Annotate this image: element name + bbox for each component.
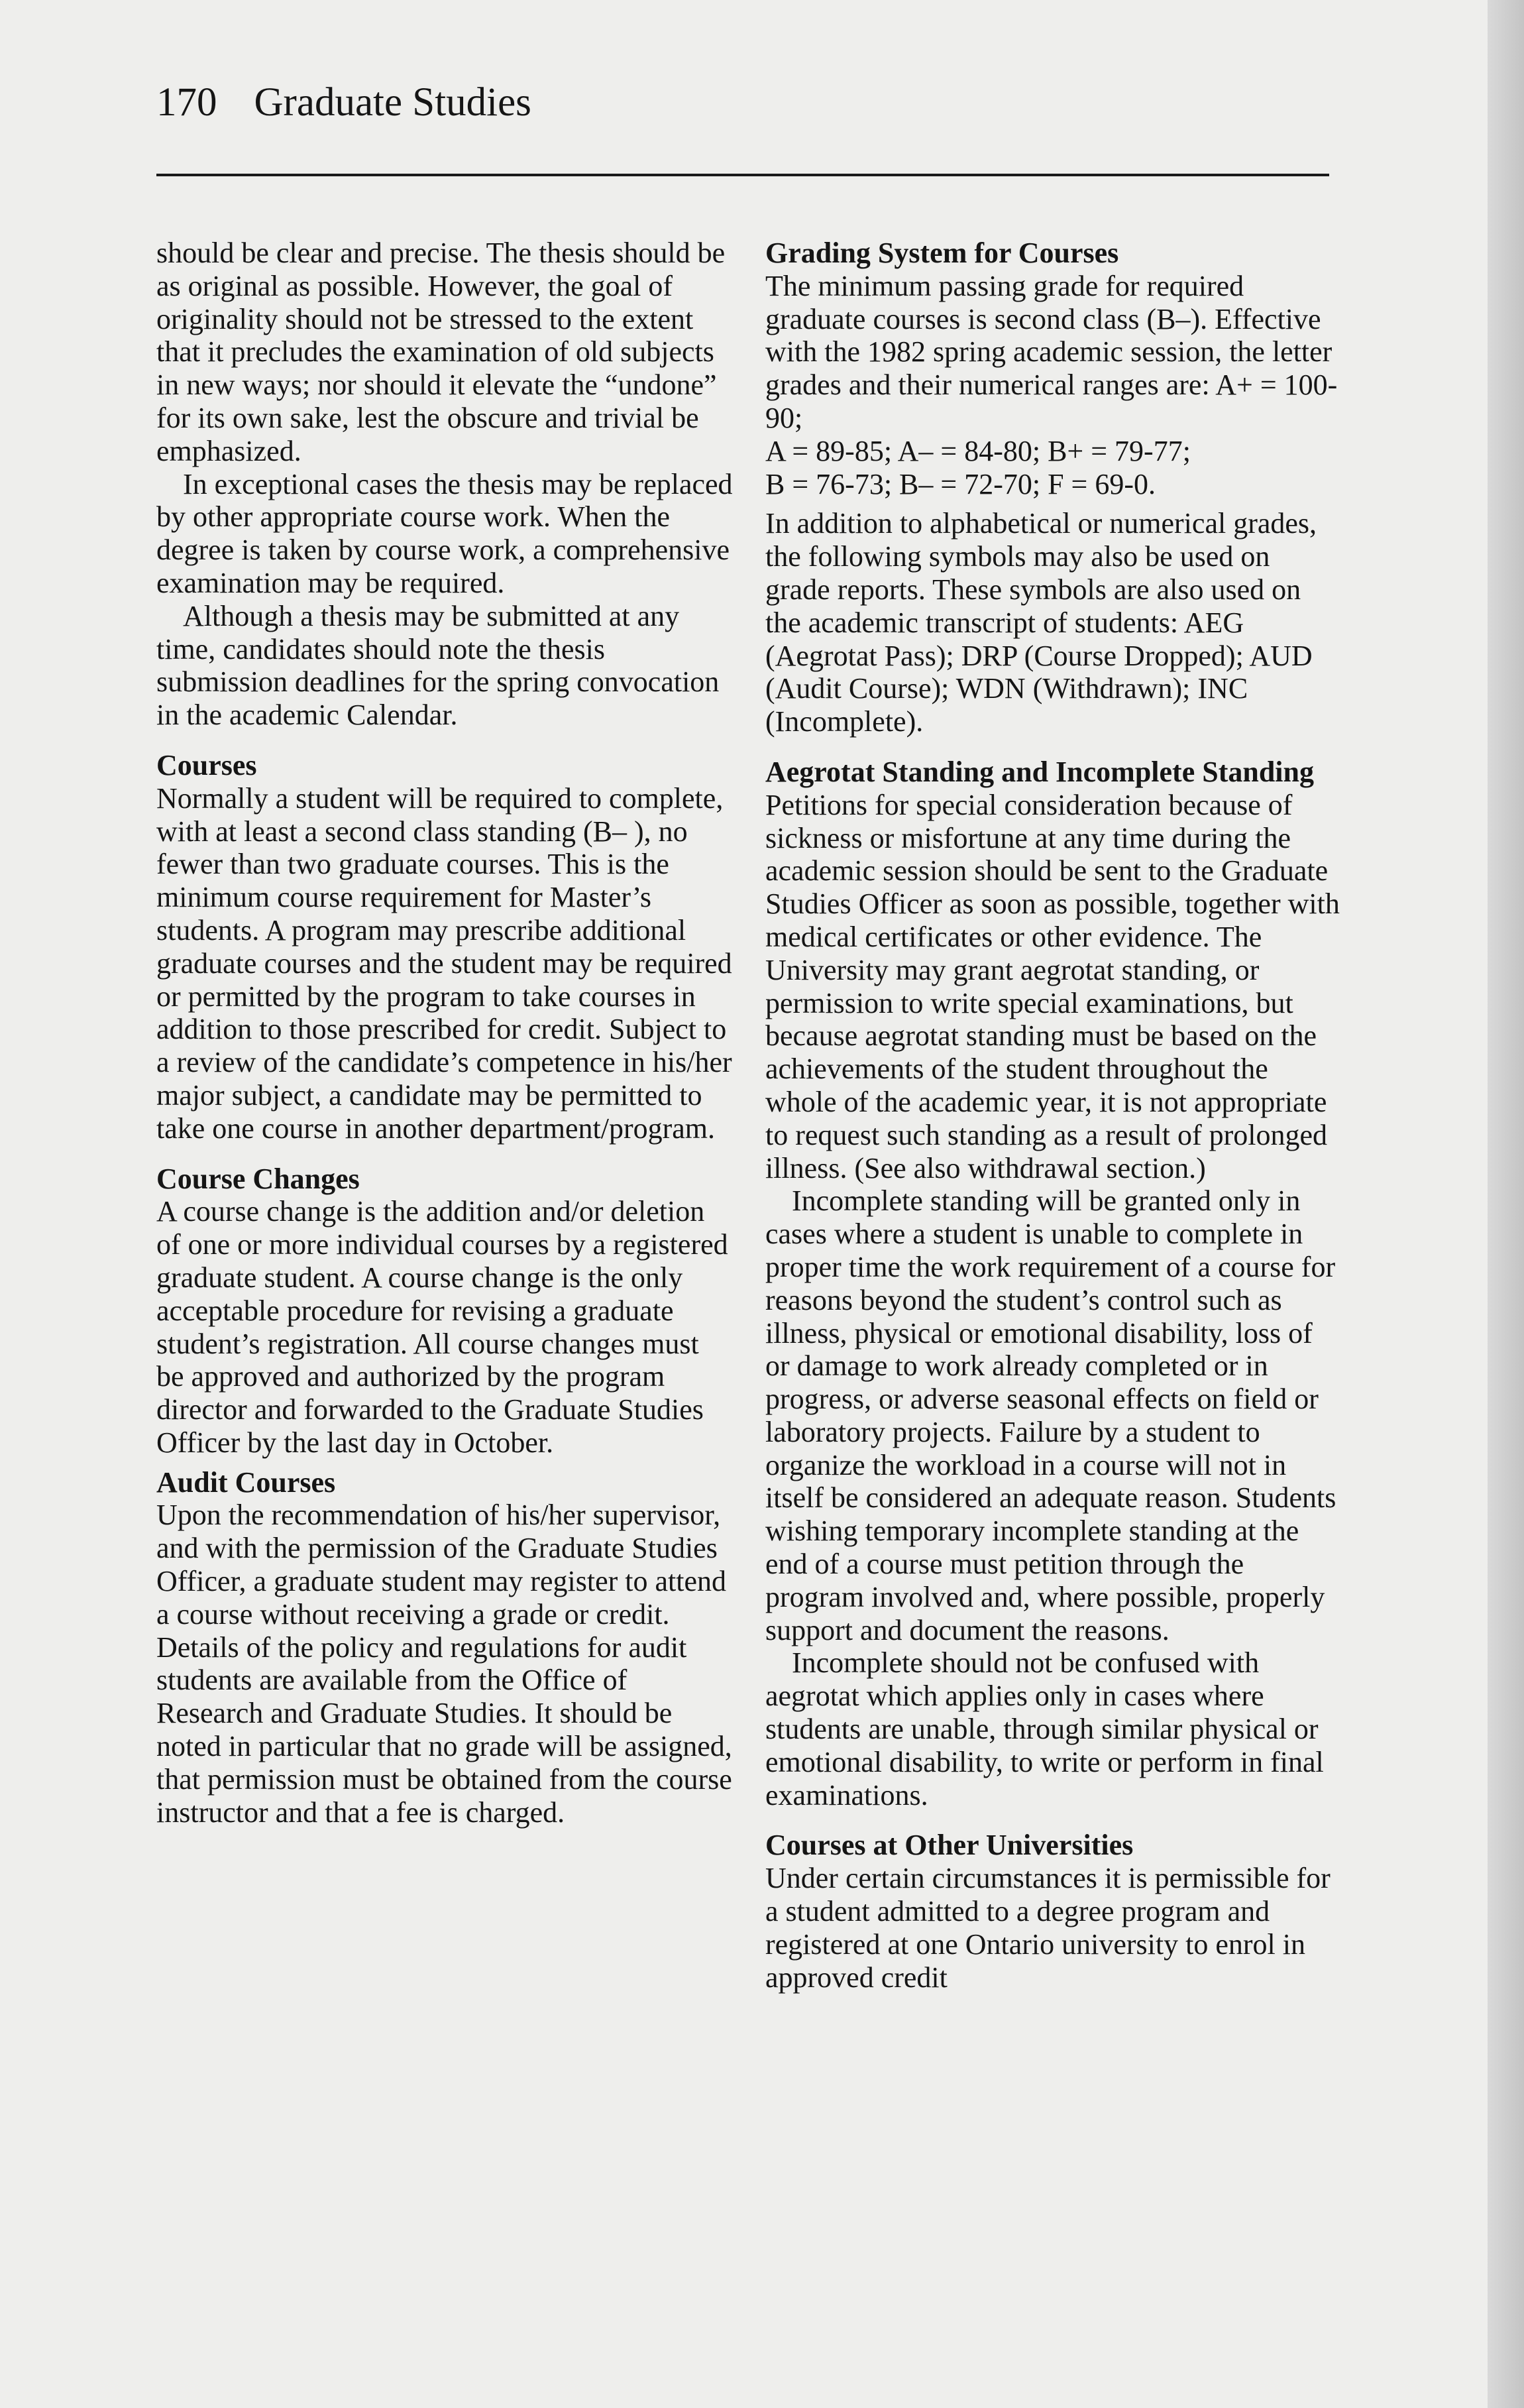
other-universities-heading: Courses at Other Universities [765, 1829, 1134, 1862]
grading-intro-text: The minimum passing grade for required graduate courses is second class (B–). Effective with the 1982 spring academic session, the letter grades and their numerical ranges are: A+ = 100-90; [765, 269, 1338, 434]
aegrotat-paragraph: Petitions for special consideration because of sickness or misfortune at any time during the academic session should be sent to the Graduate Studies Officer as soon as possible, together with medical certificates or other evidence. The University may grant aegrotat standing, or permission to write special examinations, but because aegrotat standing must be based on the achievements of the student throughout the whole of the academic year, it is not appropriate to request such standing as a result of prolonged illness. (See also withdrawal section.) [765, 788, 1340, 1184]
courses-heading: Courses [156, 748, 257, 781]
section-title: Graduate Studies [254, 80, 531, 125]
right-column [765, 237, 1342, 1994]
thesis-paragraph-continued: should be clear and precise. The thesis should be as original as possible. However, the goal of originality should not be stressed to the extent that it precludes the examination of old subjects in new ways; nor should it elevate the “undone” for its own sake, lest the obscure and trivial be emphasized. [156, 237, 726, 467]
grade-ranges-line-2: A = 89-85; A– = 84-80; B+ = 79-77; [765, 434, 1191, 467]
grade-symbols-paragraph: In addition to alphabetical or numerical grades, the following symbols may also be used on grade reports. These symbols are also used on the academic transcript of students: AEG (Aegrotat Pass); DRP (Course Dropped); AUD (Audit Course); WDN (Withdrawn); INC (Incomplete). [765, 507, 1317, 738]
other-universities-paragraph: Under certain circumstances it is permissible for a student admitted to a degree program and registered at one Ontario university to enrol in approved credit [765, 1862, 1331, 1994]
course-changes-heading: Course Changes [156, 1162, 360, 1195]
grading-system-heading: Grading System for Courses [765, 237, 1119, 269]
page-number: 170 [156, 80, 217, 125]
left-column [156, 237, 733, 1829]
incomplete-vs-aegrotat-paragraph: Incomplete should not be confused with aegrotat which applies only in cases where students are unable, through similar physical or emotional disability, to write or perform in final examinations. [765, 1646, 1324, 1811]
courses-paragraph: Normally a student will be required to complete, with at least a second class standing (B– ), no fewer than two graduate courses. This is the minimum course requirement for Master’s students. A program may prescribe additional graduate courses and the student may be required or permitted by the program to take courses in addition to those prescribed for credit. Subject to a review of the candidate’s competence in his/her major subject, a candidate may be permitted to take one course in another department/program. [156, 781, 732, 1145]
running-head [156, 80, 531, 126]
thesis-replacement-paragraph: In exceptional cases the thesis may be replaced by other appropriate course work. When the degree is taken by course work, a comprehensive examination may be required. [156, 467, 733, 599]
page-edge-shadow [1488, 0, 1524, 2408]
audit-courses-heading: Audit Courses [156, 1465, 336, 1499]
aegrotat-heading: Aegrotat Standing and Incomplete Standing [765, 755, 1314, 788]
course-changes-paragraph: A course change is the addition and/or deletion of one or more individual courses by a registered graduate student. A course change is the only acceptable procedure for revising a graduate student’s registration. All course changes must be approved and authorized by the program director and forwarded to the Graduate Studies Officer by the last day in October. [156, 1195, 728, 1459]
header-rule [156, 174, 1329, 176]
thesis-deadline-paragraph: Although a thesis may be submitted at any time, candidates should note the thesis submission deadlines for the spring convocation in the academic Calendar. [156, 599, 720, 732]
grading-system-paragraph [765, 270, 1342, 501]
grade-ranges-line-3: B = 76-73; B– = 72-70; F = 69-0. [765, 467, 1156, 500]
incomplete-standing-paragraph: Incomplete standing will be granted only in cases where a student is unable to complete in proper time the work requirement of a course for reasons beyond the student’s control such as illness, physical or emotional disability, loss of or damage to work already completed or in progress, or adverse seasonal effects on field or laboratory projects. Failure by a student to organize the workload in a course will not in itself be considered an adequate reason. Students wishing temporary incomplete standing at the end of a course must petition through the program involved and, where possible, properly support and document the reasons. [765, 1184, 1336, 1646]
audit-courses-paragraph: Upon the recommendation of his/her supervisor, and with the permission of the Graduate Studies Officer, a graduate student may register to attend a course without receiving a grade or credit. Details of the policy and regulations for audit students are available from the Office of Research and Graduate Studies. It should be noted in particular that no grade will be assigned, that permission must be obtained from the course instructor and that a fee is charged. [156, 1499, 732, 1829]
